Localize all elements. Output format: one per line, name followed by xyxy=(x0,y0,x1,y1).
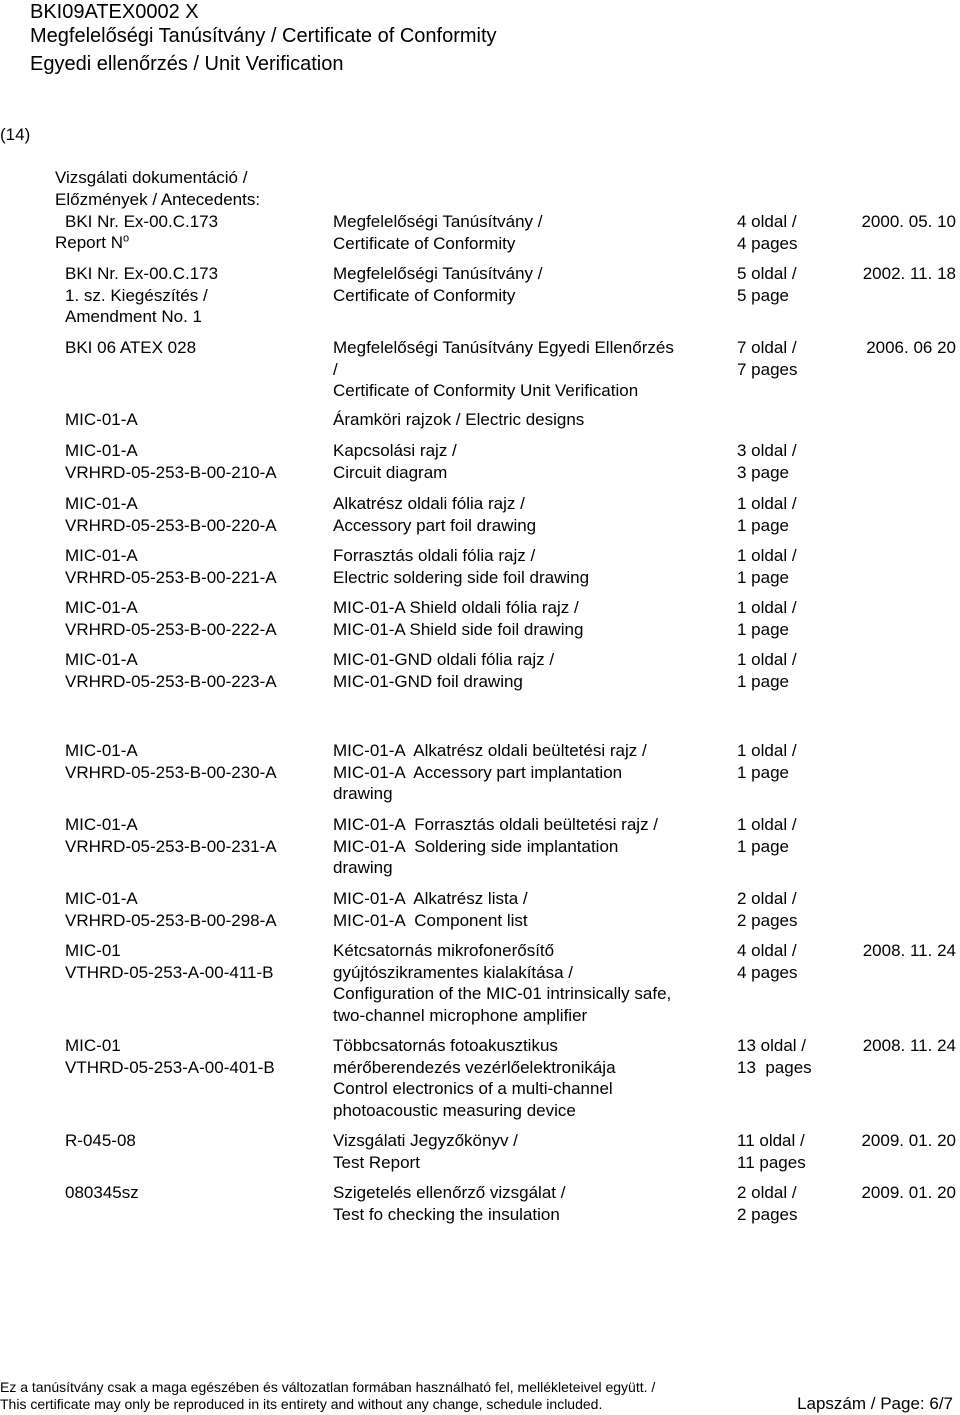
doc-description-line: MIC-01-A Shield side foil drawing xyxy=(333,619,584,639)
doc-description-line: Áramköri rajzok / Electric designs xyxy=(333,410,585,429)
doc-pages-line: 1 oldal / xyxy=(737,494,797,513)
antecedents-heading: Előzmények / Antecedents: xyxy=(55,190,261,209)
doc-pages xyxy=(737,940,798,983)
doc-id xyxy=(65,740,277,783)
doc-pages xyxy=(737,493,797,536)
doc-pages xyxy=(737,440,797,483)
doc-date: 2008. 11. 24 xyxy=(862,1036,956,1055)
doc-pages xyxy=(737,1182,798,1225)
doc-id-line: VRHRD-05-253-B-00-231-A xyxy=(65,836,277,856)
doc-date: 2009. 01. 20 xyxy=(861,1183,956,1202)
doc-description-line: Electric soldering side foil drawing xyxy=(333,567,590,587)
doc-pages-line: 7 pages xyxy=(737,359,798,379)
doc-id-line: VRHRD-05-253-B-00-230-A xyxy=(65,762,277,782)
doc-pages-line: 3 page xyxy=(737,462,789,482)
doc-description xyxy=(333,337,674,402)
doc-pages-line: 1 oldal / xyxy=(737,741,797,760)
doc-date: 2006. 06 20 xyxy=(866,338,956,357)
doc-id xyxy=(65,263,218,328)
doc-id xyxy=(65,1182,139,1204)
doc-id xyxy=(65,597,277,640)
certificate-subtitle: Egyedi ellenőrzés / Unit Verification xyxy=(30,53,344,75)
doc-pages-line: 13 oldal / xyxy=(737,1036,806,1055)
doc-id xyxy=(65,940,273,983)
doc-pages-line: 5 oldal / xyxy=(737,264,797,283)
doc-id xyxy=(65,545,277,588)
doc-id-line: VRHRD-05-253-B-00-221-A xyxy=(65,567,277,587)
doc-pages xyxy=(737,263,797,306)
doc-description-line: MIC-01-A Alkatrész oldali beültetési rajz / xyxy=(333,741,647,760)
doc-description-line: mérőberendezés vezérlőelektronikája xyxy=(333,1057,616,1077)
doc-pages-line: 2 oldal / xyxy=(737,889,797,908)
doc-description-line: Szigetelés ellenőrző vizsgálat / xyxy=(333,1183,566,1202)
doc-pages xyxy=(737,649,797,692)
doc-description xyxy=(333,211,542,254)
doc-pages-line: 3 oldal / xyxy=(737,441,797,460)
doc-id-line: MIC-01-A xyxy=(65,441,138,460)
doc-pages-line: 13 pages xyxy=(737,1057,812,1077)
doc-id-line: MIC-01-A xyxy=(65,650,138,669)
doc-pages xyxy=(737,211,798,254)
doc-description xyxy=(333,409,584,431)
doc-pages xyxy=(737,545,797,588)
doc-pages-line: 1 page xyxy=(737,762,789,782)
doc-id-line: MIC-01-A xyxy=(65,410,138,429)
doc-id-line: BKI Nr. Ex-00.C.173 xyxy=(65,264,219,283)
doc-id-line: VRHRD-05-253-B-00-210-A xyxy=(65,462,277,482)
doc-pages-line: 1 oldal / xyxy=(737,815,797,834)
doc-id-line: 080345sz xyxy=(65,1183,139,1202)
doc-id-line: VTHRD-05-253-A-00-401-B xyxy=(65,1057,275,1077)
doc-description-line: drawing xyxy=(333,858,393,877)
doc-pages xyxy=(737,337,798,380)
doc-id-line: MIC-01 xyxy=(65,941,121,960)
doc-pages-line: 1 page xyxy=(737,567,789,587)
doc-description-line: Többcsatornás fotoakusztikus xyxy=(333,1036,558,1055)
doc-id-line: VRHRD-05-253-B-00-220-A xyxy=(65,515,277,535)
doc-description-line: Test Report xyxy=(333,1152,420,1172)
doc-id xyxy=(65,440,277,483)
doc-id xyxy=(65,493,277,536)
doc-pages-line: 4 oldal / xyxy=(737,212,797,231)
doc-description xyxy=(333,888,528,931)
doc-description xyxy=(333,814,658,879)
doc-description-line: Certificate of Conformity xyxy=(333,285,516,305)
doc-id-line: VRHRD-05-253-B-00-222-A xyxy=(65,619,277,639)
doc-description-line: Megfelelőségi Tanúsítvány / xyxy=(333,264,543,283)
doc-id-line: Amendment No. 1 xyxy=(65,307,203,326)
doc-id-line: MIC-01-A xyxy=(65,815,138,834)
doc-id-line: MIC-01-A xyxy=(65,598,138,617)
doc-description-line: photoacoustic measuring device xyxy=(333,1100,576,1120)
doc-pages-line: 5 page xyxy=(737,285,789,305)
section-number: (14) xyxy=(0,125,31,144)
doc-pages-line: 1 oldal / xyxy=(737,546,797,565)
doc-description-line: Certificate of Conformity xyxy=(333,233,516,253)
doc-pages-line: 1 page xyxy=(737,836,789,856)
doc-pages-line: 1 oldal / xyxy=(737,650,797,669)
doc-id-line: MIC-01-A xyxy=(65,494,138,513)
doc-description-line: Alkatrész oldali fólia rajz / xyxy=(333,494,525,513)
doc-pages-line: 1 oldal / xyxy=(737,598,797,617)
doc-description xyxy=(333,1130,518,1173)
section-title-line1: Vizsgálati dokumentáció / xyxy=(55,168,248,187)
doc-id-line: MIC-01 xyxy=(65,1036,121,1055)
doc-pages-line: 4 pages xyxy=(737,233,798,253)
doc-pages xyxy=(737,888,798,931)
doc-description xyxy=(333,597,583,640)
doc-description xyxy=(333,440,457,483)
doc-description xyxy=(333,545,589,588)
doc-id-line: BKI 06 ATEX 028 xyxy=(65,338,197,357)
doc-date: 2002. 11. 18 xyxy=(862,264,956,283)
doc-description xyxy=(333,649,554,692)
certificate-title: Megfelelőségi Tanúsítvány / Certificate of Conformity xyxy=(30,25,497,47)
doc-description-line: MIC-01-A Accessory part implantation xyxy=(333,762,623,782)
doc-id xyxy=(65,211,218,233)
doc-description-line: / xyxy=(333,359,338,379)
doc-description-line: two-channel microphone amplifier xyxy=(333,1005,588,1025)
doc-description-line: drawing xyxy=(333,784,393,803)
doc-date: 2000. 05. 10 xyxy=(861,212,956,231)
doc-description-line: Megfelelőségi Tanúsítvány Egyedi Ellenőrzés xyxy=(333,338,674,357)
doc-description-line: MIC-01-A Component list xyxy=(333,910,528,930)
doc-id-line: R-045-08 xyxy=(65,1131,136,1150)
doc-pages-line: 2 pages xyxy=(737,910,798,930)
doc-pages-line: 7 oldal / xyxy=(737,338,797,357)
doc-description-line: Circuit diagram xyxy=(333,462,448,482)
doc-pages-line: 1 page xyxy=(737,619,789,639)
doc-description-line: Test fo checking the insulation xyxy=(333,1204,560,1224)
doc-id-line: BKI Nr. Ex-00.C.173 xyxy=(65,212,219,231)
doc-pages-line: 4 oldal / xyxy=(737,941,797,960)
doc-date: 2008. 11. 24 xyxy=(862,941,956,960)
doc-description-line: Forrasztás oldali fólia rajz / xyxy=(333,546,536,565)
section-title-superscript: o xyxy=(123,231,130,244)
doc-id-line: VRHRD-05-253-B-00-223-A xyxy=(65,671,277,691)
doc-id xyxy=(65,1035,275,1078)
footer-line-hu: Ez a tanúsítvány csak a maga egészében és változatlan formában használható fel, mellékleteivel együtt. / xyxy=(0,1379,656,1395)
doc-description-line: Kétcsatornás mikrofonerősítő xyxy=(333,941,555,960)
doc-description-line: Kapcsolási rajz / xyxy=(333,441,457,460)
doc-id-line: MIC-01-A xyxy=(65,741,138,760)
doc-id xyxy=(65,649,277,692)
doc-description-line: MIC-01-A Shield oldali fólia rajz / xyxy=(333,598,579,617)
doc-description-line: MIC-01-A Forrasztás oldali beültetési rajz / xyxy=(333,815,659,834)
doc-description-line: Certificate of Conformity Unit Verification xyxy=(333,381,639,400)
doc-id xyxy=(65,409,138,431)
doc-pages-line: 1 page xyxy=(737,671,789,691)
page-number: Lapszám / Page: 6/7 xyxy=(797,1394,953,1413)
footer-line-en: This certificate may only be reproduced in its entirety and without any change, schedule included. xyxy=(0,1396,603,1412)
doc-description xyxy=(333,1182,565,1225)
doc-description-line: MIC-01-GND oldali fólia rajz / xyxy=(333,650,555,669)
doc-pages xyxy=(737,814,797,857)
doc-id xyxy=(65,814,277,857)
doc-description-line: MIC-01-A Alkatrész lista / xyxy=(333,889,528,908)
doc-pages-line: 11 pages xyxy=(737,1152,806,1172)
doc-description-line: Accessory part foil drawing xyxy=(333,515,537,535)
doc-description-line: Megfelelőségi Tanúsítvány / xyxy=(333,212,543,231)
doc-id xyxy=(65,1130,136,1152)
doc-id-line: VRHRD-05-253-B-00-298-A xyxy=(65,910,277,930)
doc-description-line: MIC-01-GND foil drawing xyxy=(333,671,523,691)
doc-id-line: 1. sz. Kiegészítés / xyxy=(65,285,208,305)
doc-description-line: MIC-01-A Soldering side implantation xyxy=(333,836,619,856)
doc-date: 2009. 01. 20 xyxy=(861,1131,956,1150)
doc-id xyxy=(65,337,196,359)
section-title-line2: Report $N^o$ xyxy=(55,231,130,252)
doc-description-line: Configuration of the MIC-01 intrinsically safe, xyxy=(333,984,672,1003)
doc-pages xyxy=(737,740,797,783)
doc-pages-line: 2 oldal / xyxy=(737,1183,797,1202)
doc-id xyxy=(65,888,277,931)
doc-id-line: VTHRD-05-253-A-00-411-B xyxy=(65,962,274,982)
certificate-number: BKI09ATEX0002 X xyxy=(30,1,199,23)
doc-pages-line: 11 oldal / xyxy=(737,1131,805,1150)
doc-description xyxy=(333,493,536,536)
doc-description xyxy=(333,1035,616,1121)
doc-description xyxy=(333,940,671,1026)
doc-description-line: Control electronics of a multi-channel xyxy=(333,1079,613,1098)
doc-pages xyxy=(737,1130,806,1173)
doc-id-line: MIC-01-A xyxy=(65,546,138,565)
doc-description xyxy=(333,263,542,306)
doc-pages-line: 4 pages xyxy=(737,962,798,982)
doc-description-line: Vizsgálati Jegyzőkönyv / xyxy=(333,1131,518,1150)
doc-description xyxy=(333,740,647,805)
doc-pages xyxy=(737,1035,812,1078)
doc-pages xyxy=(737,597,797,640)
doc-pages-line: 1 page xyxy=(737,515,789,535)
doc-pages-line: 2 pages xyxy=(737,1204,798,1224)
doc-description-line: gyújtószikramentes kialakítása / xyxy=(333,962,573,982)
doc-id-line: MIC-01-A xyxy=(65,889,138,908)
